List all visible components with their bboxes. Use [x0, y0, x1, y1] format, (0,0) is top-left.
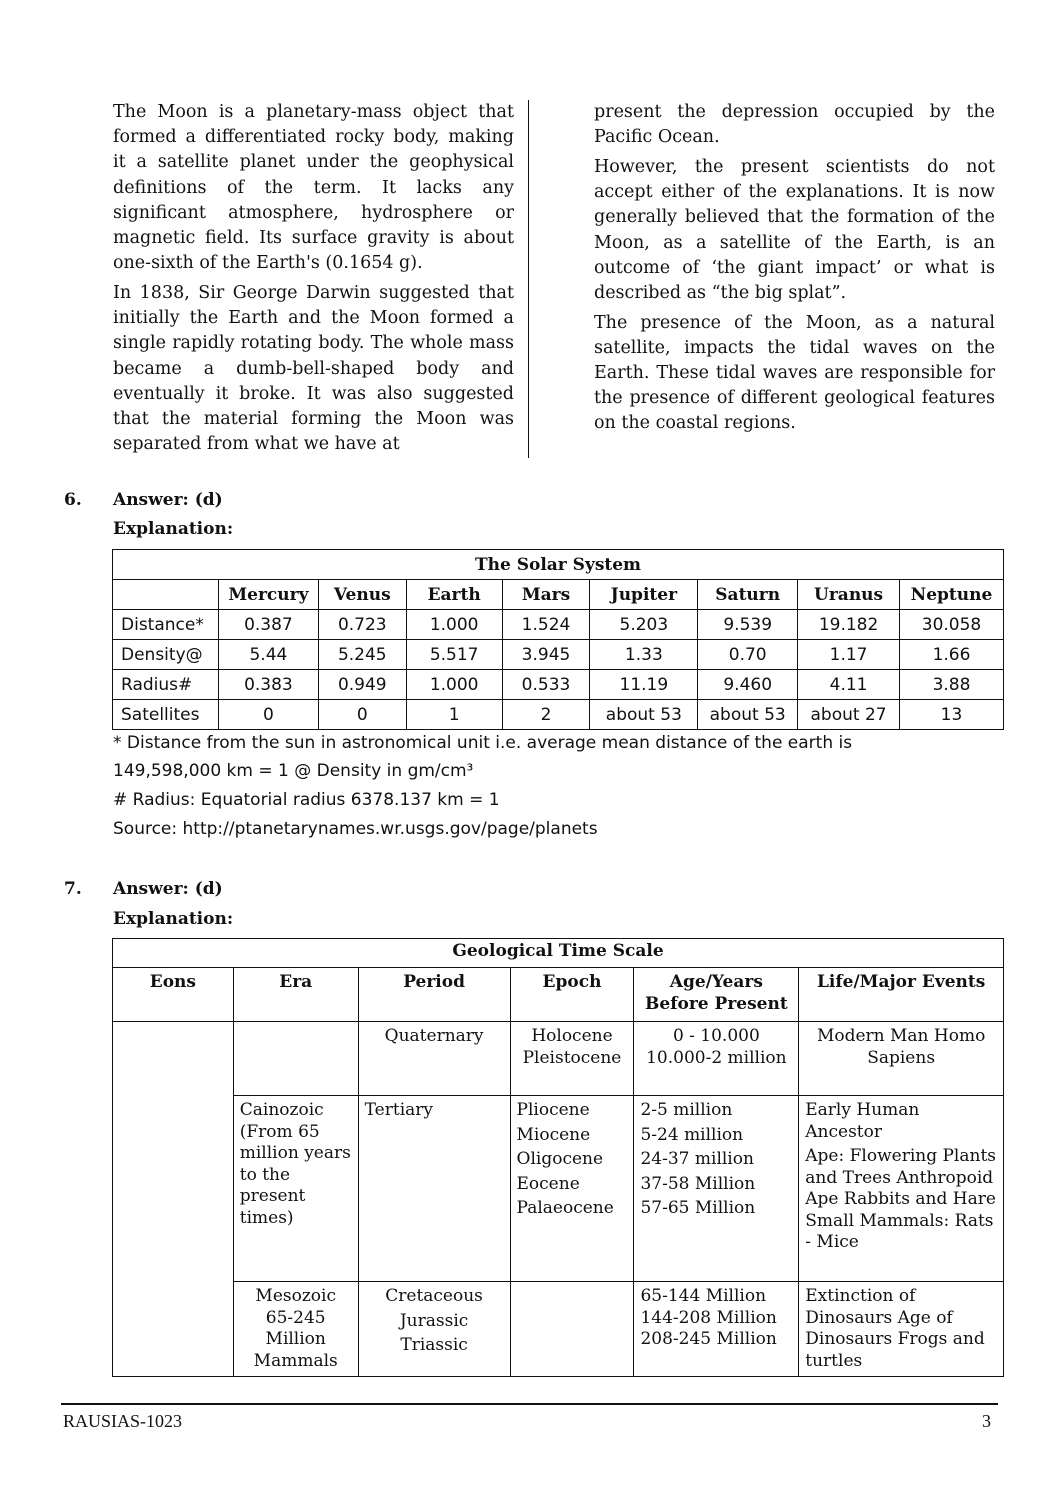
table-cell: [799, 1096, 1004, 1282]
column-header: Period: [358, 968, 510, 1022]
table-cell: Cainozoic (From 65 million years to the present times): [233, 1096, 358, 1282]
table-row: [113, 640, 1004, 670]
list-item: 57-65 Million: [640, 1198, 756, 1218]
column-header: Mars: [502, 580, 590, 610]
column-header: Mercury: [218, 580, 318, 610]
explanation-label: Explanation:: [113, 519, 234, 539]
list-item: Palaeocene: [516, 1198, 614, 1218]
table-cell: 1.000: [406, 610, 502, 640]
column-divider: [528, 100, 529, 458]
table-cell: 1.66: [900, 640, 1004, 670]
table-cell: 0: [218, 700, 318, 730]
table-cell: Mesozoic 65-245 Million Mammals: [233, 1282, 358, 1377]
column-header: Venus: [318, 580, 406, 610]
solar-system-table: [112, 549, 1004, 730]
table-cell: 0.383: [218, 670, 318, 700]
table-footnote: * Distance from the sun in astronomical unit i.e. average mean distance of the earth is: [113, 733, 853, 753]
table-row: [113, 1022, 1004, 1096]
table-footnote: 149,598,000 km = 1 @ Density in gm/cm³: [113, 761, 474, 781]
footer-code: RAUSIAS-1023: [63, 1411, 183, 1431]
right-text-column: [594, 100, 995, 441]
table-cell: about 27: [798, 700, 900, 730]
paragraph: However, the present scientists do not accept either of the explanations. It is now generally believed that the formation of the Moon, as a satellite of the Earth, is an outcome of ‘the giant impact’ or what is described as “the big splat”.: [594, 156, 995, 303]
list-item: 2-5 million: [640, 1100, 733, 1120]
table-cell: 5.44: [218, 640, 318, 670]
list-item: Cretaceous: [385, 1286, 483, 1306]
table-cell: Holocene Pleistocene: [510, 1022, 634, 1096]
table-cell: 3.945: [502, 640, 590, 670]
column-header: Eons: [113, 968, 234, 1022]
table-cell: [233, 1022, 358, 1096]
column-header: Jupiter: [590, 580, 698, 610]
list-item: 65-144 Million: [640, 1286, 767, 1306]
table-cell: 0.533: [502, 670, 590, 700]
list-item: 24-37 million: [640, 1149, 754, 1169]
list-item: Oligocene: [516, 1149, 604, 1169]
source-note: Source: http://ptanetarynames.wr.usgs.gov/page/planets: [113, 819, 598, 839]
table-cell: 3.88: [900, 670, 1004, 700]
table-cell: 19.182: [798, 610, 900, 640]
column-header: [113, 580, 219, 610]
question-number: 7.: [64, 879, 82, 899]
table-cell: 1.524: [502, 610, 590, 640]
table-cell: 5.203: [590, 610, 698, 640]
table-cell: 1.33: [590, 640, 698, 670]
table-cell: 2: [502, 700, 590, 730]
geological-time-scale-table: [112, 938, 1004, 1377]
table-cell: [510, 1096, 634, 1282]
list-item: 208-245 Million: [640, 1329, 777, 1349]
table-row: [113, 700, 1004, 730]
paragraph: The Moon is a planetary-mass object that formed a differentiated rocky body, making it a satellite planet under the geophysical definitions of the term. It lacks any significant atmosphere, hydrosphere or magnetic field. Its surface gravity is about one-sixth of the Earth's (0.1654 g).: [113, 102, 514, 274]
list-item: 37-58 Million: [640, 1173, 756, 1194]
table-title: The Solar System: [113, 550, 1004, 580]
column-header: Uranus: [798, 580, 900, 610]
column-header: Epoch: [510, 968, 634, 1022]
list-item: Triassic: [400, 1335, 468, 1355]
left-text-column: [113, 100, 514, 462]
table-cell: [358, 1282, 510, 1377]
table-cell: 1: [406, 700, 502, 730]
table-cell: 13: [900, 700, 1004, 730]
table-cell: 0.70: [698, 640, 798, 670]
answer-label: Answer: (d): [113, 490, 223, 510]
page-number: 3: [982, 1411, 991, 1431]
table-row: [113, 670, 1004, 700]
column-header: Earth: [406, 580, 502, 610]
table-row: [113, 1282, 1004, 1377]
list-item: 5-24 million: [640, 1124, 744, 1145]
table-cell: 0: [318, 700, 406, 730]
paragraph: The presence of the Moon, as a natural satellite, impacts the tidal waves on the Earth. These tidal waves are responsible for the presence of different geological features on the coastal regions.: [594, 312, 995, 434]
table-cell: Extinction of Dinosaurs Age of Dinosaurs Frogs and turtles: [799, 1282, 1004, 1377]
table-cell: 0.949: [318, 670, 406, 700]
explanation-label: Explanation:: [113, 909, 234, 929]
list-item: Ape: Flowering Plants and Trees Anthropoid Ape Rabbits and Hare Small Mammals: Rats - Mice: [805, 1146, 997, 1252]
table-cell: Tertiary: [358, 1096, 510, 1282]
table-title: Geological Time Scale: [113, 939, 1004, 968]
list-item: Jurassic: [399, 1310, 469, 1331]
list-item: Early Human Ancestor: [805, 1100, 920, 1142]
table-cell: about 53: [590, 700, 698, 730]
table-cell: Modern Man Homo Sapiens: [799, 1022, 1004, 1096]
table-cell: 11.19: [590, 670, 698, 700]
table-cell: 5.245: [318, 640, 406, 670]
question-number: 6.: [64, 490, 82, 510]
table-row: [113, 1096, 1004, 1282]
row-label: Radius#: [113, 670, 219, 700]
table-cell: 9.539: [698, 610, 798, 640]
list-item: 144-208 Million: [640, 1307, 777, 1328]
paragraph: present the depression occupied by the Pacific Ocean.: [594, 102, 995, 148]
row-label: Distance*: [113, 610, 219, 640]
table-cell: 1.000: [406, 670, 502, 700]
answer-label: Answer: (d): [113, 879, 223, 899]
column-header: Era: [233, 968, 358, 1022]
table-cell: [634, 1096, 799, 1282]
table-cell: 0.723: [318, 610, 406, 640]
table-cell: 0.387: [218, 610, 318, 640]
table-cell: 0 - 10.000 10.000-2 million: [634, 1022, 799, 1096]
column-header: Saturn: [698, 580, 798, 610]
table-cell: about 53: [698, 700, 798, 730]
table-row: [113, 610, 1004, 640]
table-cell: 4.11: [798, 670, 900, 700]
table-cell: [634, 1282, 799, 1377]
table-cell: 1.17: [798, 640, 900, 670]
footer-rule: [61, 1403, 998, 1405]
column-header: Neptune: [900, 580, 1004, 610]
table-cell: 30.058: [900, 610, 1004, 640]
paragraph: In 1838, Sir George Darwin suggested that initially the Earth and the Moon formed a single rapidly rotating body. The whole mass became a dumb-bell-shaped body and eventually it broke. It was also suggested that the material forming the Moon was separated from what we have at: [113, 282, 514, 455]
row-label: Satellites: [113, 700, 219, 730]
table-cell: 5.517: [406, 640, 502, 670]
list-item: Eocene: [516, 1173, 580, 1194]
column-header: Age/Years Before Present: [634, 968, 799, 1022]
table-cell: 9.460: [698, 670, 798, 700]
eons-cell: [113, 1022, 234, 1377]
table-footnote: # Radius: Equatorial radius 6378.137 km = 1: [113, 790, 500, 810]
table-cell: [510, 1282, 634, 1377]
column-header: Life/Major Events: [799, 968, 1004, 1022]
table-cell: Quaternary: [358, 1022, 510, 1096]
row-label: Density@: [113, 640, 219, 670]
list-item: Pliocene: [516, 1100, 590, 1120]
list-item: Miocene: [516, 1124, 591, 1145]
